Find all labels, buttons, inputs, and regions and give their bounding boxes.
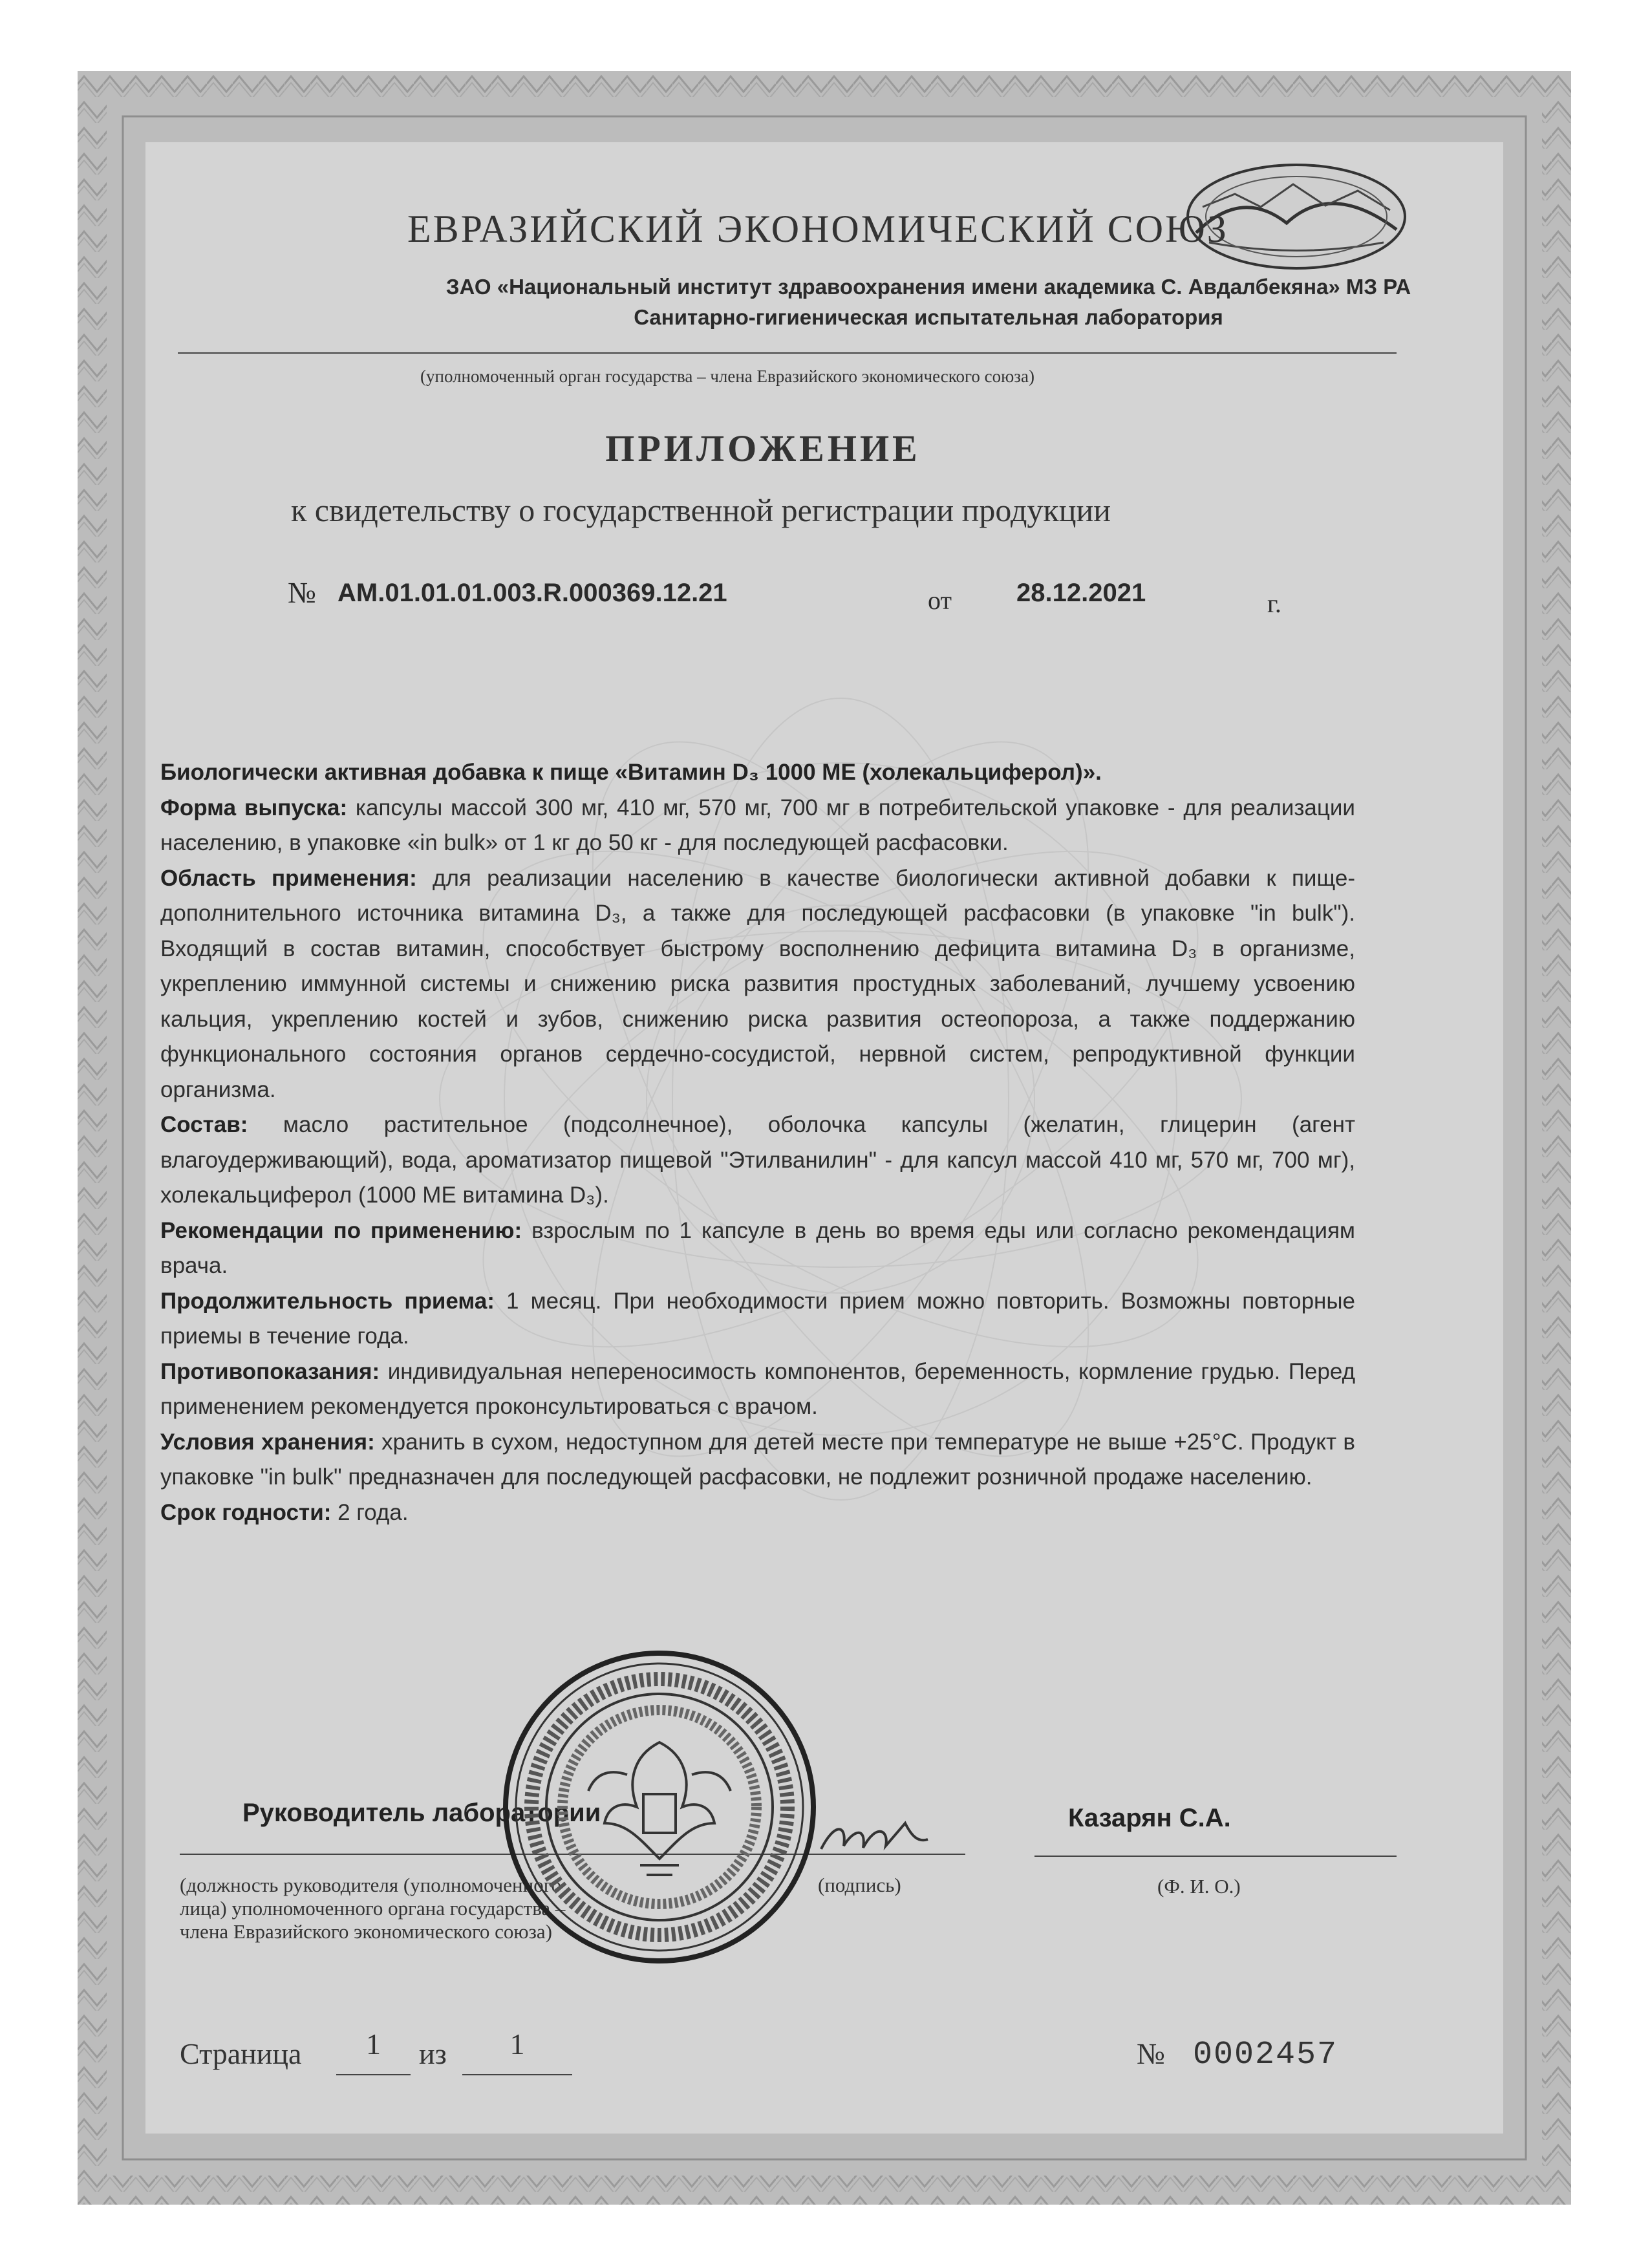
section-composition: Состав: масло растительное (подсолнечное), оболочка капсулы (желатин, глицерин (агент влагоудерживающий), вода, ароматизатор пищевой "Этилванилин" - для капсул массой 410 мг, 570 мг, 700 мг), холекальциферол (1000 МЕ витамина D₃). xyxy=(160,1112,1355,1208)
page-total-line xyxy=(462,2074,572,2075)
section-contraindications: Противопоказания: индивидуальная непереносимость компонентов, беременность, кормление грудью. Перед применением рекомендуется проконсультироваться с врачом. xyxy=(160,1358,1355,1419)
serial-number: 0002457 xyxy=(1193,2037,1338,2073)
header-divider xyxy=(178,352,1397,354)
section-application: Область применения: для реализации населению в качестве биологически активной добавки к пище-дополнительного источника витамина D₃, а также для последующей расфасовки (в упаковке "in bulk"). Входящий в состав витамин, способствует быстрому восполнению дефицита витамина D₃ в организме, укреплению иммунной системы и снижению риска развития простудных заболеваний, лучшему усвоению кальция, укреплению костей и зубов, снижению риска развития остеопороза, а также поддержанию функционального состояния органов сердечно-сосудистой, нервной систем, репродуктивной функции организма. xyxy=(160,865,1356,1102)
from-label: от xyxy=(928,586,952,615)
registration-number: AM.01.01.01.003.R.000369.12.21 xyxy=(338,579,727,607)
page-label: Страница xyxy=(180,2037,302,2070)
registration-date: 28.12.2021 xyxy=(1016,579,1146,607)
institute-name: ЗАО «Национальный институт здравоохранения имени академика С. Авдалбекяна» МЗ РА xyxy=(445,275,1411,299)
handwritten-signature xyxy=(815,1810,931,1862)
name-caption: (Ф. И. О.) xyxy=(1157,1875,1241,1898)
round-seal-stamp xyxy=(498,1645,821,1969)
number-label: № xyxy=(288,576,316,609)
section-shelf-life: Срок годности: 2 года. xyxy=(160,1499,409,1525)
name-line xyxy=(1034,1856,1397,1857)
of-label: из xyxy=(419,2037,447,2070)
union-title: ЕВРАЗИЙСКИЙ ЭКОНОМИЧЕСКИЙ СОЮЗ xyxy=(407,208,1228,250)
laboratory-name: Санитарно-гигиеническая испытательная лаборатория xyxy=(634,305,1223,329)
signature-caption: (подпись) xyxy=(818,1874,901,1896)
section-release-form: Форма выпуска: капсулы массой 300 мг, 410 мг, 570 мг, 700 мг в потребительской упаковке - для реализации населению, в упаковке «in bulk» от 1 кг до 50 кг - для последующей расфасовки. xyxy=(160,795,1355,855)
year-suffix: г. xyxy=(1267,589,1281,618)
product-description xyxy=(160,755,1355,1530)
page-current-line xyxy=(336,2074,411,2075)
serial-label: № xyxy=(1137,2037,1165,2070)
signatory-name: Казарян С.А. xyxy=(1068,1804,1231,1832)
authority-caption: (уполномоченный орган государства – члена Евразийского экономического союза) xyxy=(420,367,1034,386)
document-title: ПРИЛОЖЕНИЕ xyxy=(605,427,921,469)
signatory-position: Руководитель лаборатории xyxy=(242,1799,601,1827)
section-storage: Условия хранения: хранить в сухом, недоступном для детей месте при температуре не выше +25°С. Продукт в упаковке "in bulk" предназначен для последующей расфасовки, не подлежит розничной продаже населению. xyxy=(160,1429,1355,1490)
product-name: Биологически активная добавка к пище «Витамин D₃ 1000 МЕ (холекальциферол)». xyxy=(160,760,1102,785)
document-subtitle: к свидетельству о государственной регистрации продукции xyxy=(291,492,1111,528)
section-duration: Продолжительность приема: 1 месяц. При необходимости прием можно повторить. Возможны повторные приемы в течение года. xyxy=(160,1288,1355,1349)
page-current: 1 xyxy=(366,2027,381,2060)
position-caption: (должность руководителя (уполномоченного лица) уполномоченного органа государства – члена Евразийского экономического союза) xyxy=(180,1874,566,1943)
section-recommendations: Рекомендации по применению: взрослым по 1 капсуле в день во время еды или согласно рекомендациям врача. xyxy=(160,1217,1355,1278)
page-total: 1 xyxy=(509,2027,525,2060)
